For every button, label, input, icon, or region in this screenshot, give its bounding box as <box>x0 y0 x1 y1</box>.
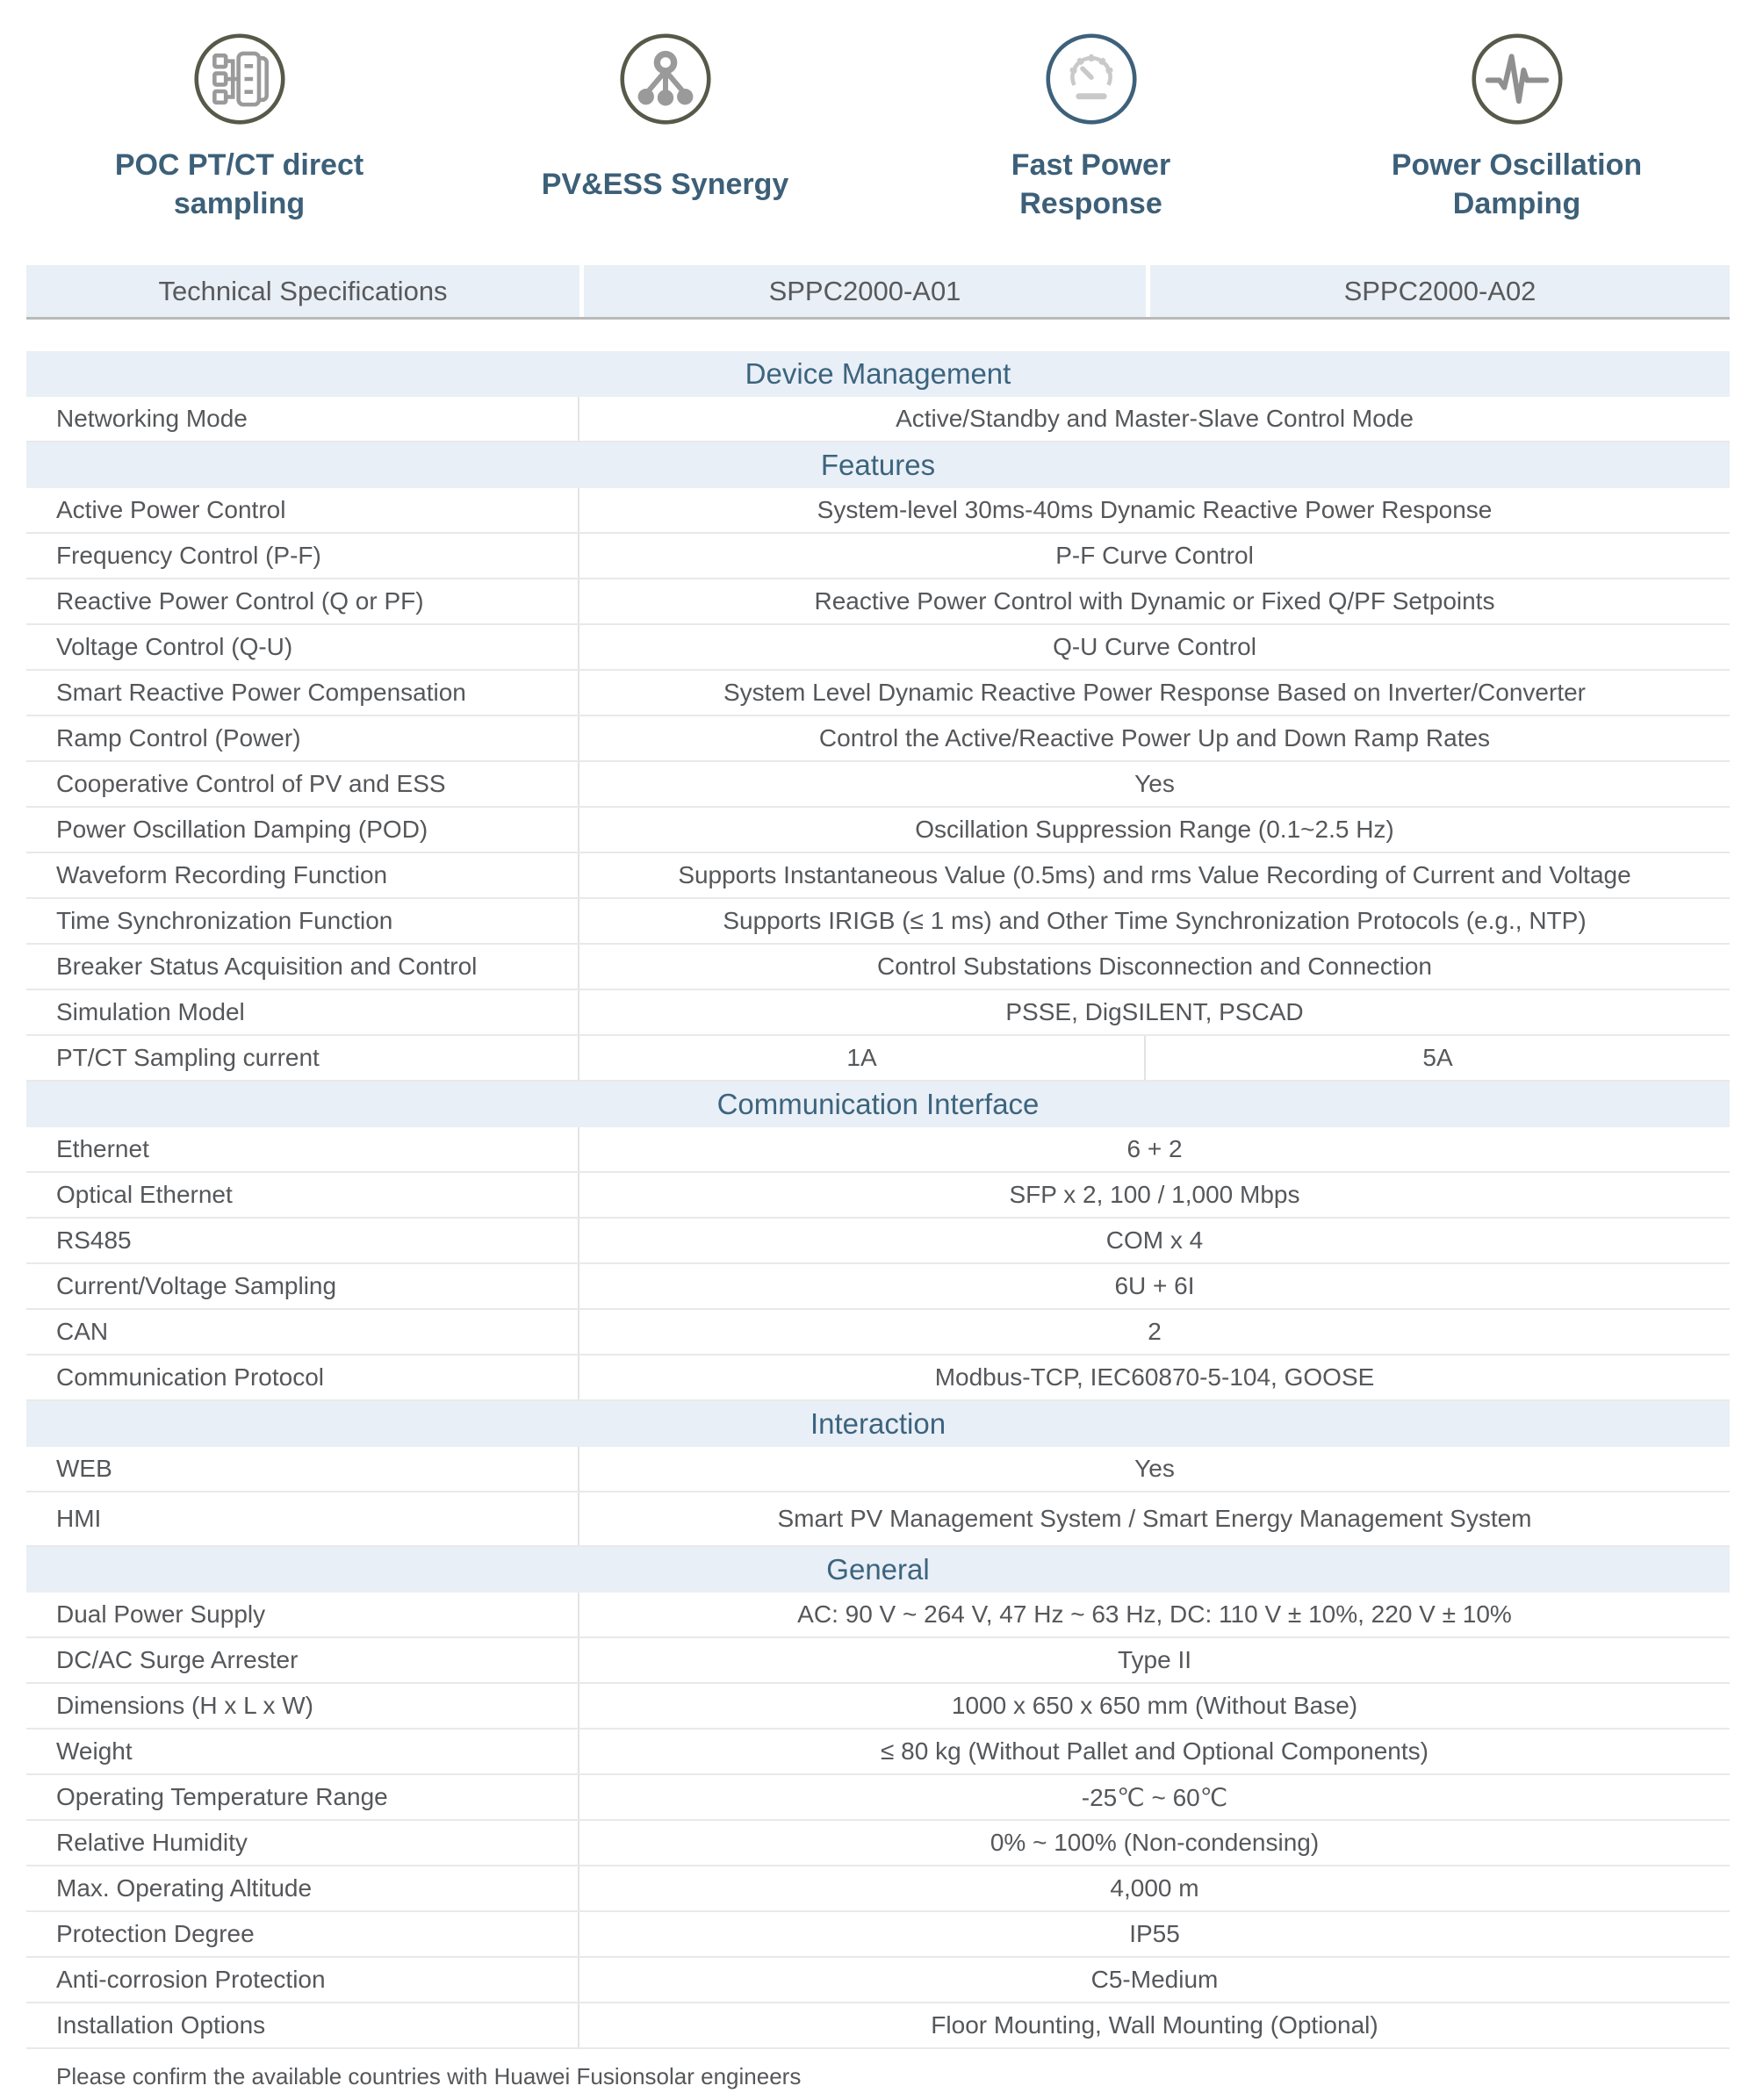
spec-row <box>26 1638 1730 1684</box>
gauge-icon <box>1043 26 1140 132</box>
table-header-model-a02: SPPC2000-A02 <box>1146 265 1730 317</box>
spec-value: Q-U Curve Control <box>1053 633 1256 660</box>
section-title: Device Management <box>26 351 1730 397</box>
spec-row <box>26 945 1730 990</box>
spec-row <box>26 990 1730 1036</box>
spec-value: Active/Standby and Master-Slave Control Mode <box>896 405 1414 432</box>
spec-label: Frequency Control (P-F) <box>26 534 579 578</box>
spec-label: WEB <box>26 1447 579 1491</box>
spec-label: Optical Ethernet <box>26 1173 579 1217</box>
section-title: Features <box>26 442 1730 488</box>
spec-row <box>26 625 1730 671</box>
spec-table <box>26 265 1730 2049</box>
spec-value: Supports Instantaneous Value (0.5ms) and rms Value Recording of Current and Voltage <box>678 861 1631 888</box>
spec-label: Dimensions (H x L x W) <box>26 1684 579 1728</box>
spec-value: 4,000 m <box>1110 1874 1199 1902</box>
spec-value: Type II <box>1117 1646 1192 1673</box>
spec-value: -25℃ ~ 60℃ <box>1081 1783 1228 1811</box>
spec-row <box>26 1912 1730 1958</box>
spec-label: Protection Degree <box>26 1912 579 1956</box>
spec-value: Oscillation Suppression Range (0.1~2.5 Hz) <box>915 816 1394 843</box>
spec-label: Dual Power Supply <box>26 1593 579 1636</box>
spec-value: Control the Active/Reactive Power Up and Down Ramp Rates <box>818 724 1491 752</box>
spec-row <box>26 1684 1730 1730</box>
spec-label: Waveform Recording Function <box>26 853 579 897</box>
spec-row <box>26 1264 1730 1310</box>
feature-fast-power-response <box>878 26 1304 230</box>
table-header-specifications: Technical Specifications <box>158 275 448 306</box>
spec-label: Anti-corrosion Protection <box>26 1958 579 2002</box>
spec-value: P-F Curve Control <box>1055 542 1254 569</box>
spec-row <box>26 762 1730 808</box>
section-title: Communication Interface <box>26 1082 1730 1127</box>
spec-value: ≤ 80 kg (Without Pallet and Optional Components) <box>881 1737 1429 1765</box>
spec-label: PT/CT Sampling current <box>26 1036 579 1080</box>
spec-label: Installation Options <box>26 2003 579 2047</box>
spec-value: Yes <box>1134 1455 1175 1482</box>
feature-power-oscillation-damping <box>1304 26 1730 230</box>
spec-row <box>26 1173 1730 1219</box>
spec-row <box>26 716 1730 762</box>
device-sampling-icon <box>191 26 288 132</box>
spec-label: HMI <box>26 1492 579 1545</box>
spec-row <box>26 1593 1730 1638</box>
spec-row <box>26 899 1730 945</box>
spec-label: Max. Operating Altitude <box>26 1866 579 1910</box>
spec-label: Simulation Model <box>26 990 579 1034</box>
feature-banner <box>0 0 1756 230</box>
spec-value: PSSE, DigSILENT, PSCAD <box>1005 998 1304 1025</box>
spec-sections <box>26 351 1730 2049</box>
spec-row <box>26 397 1730 442</box>
spec-row <box>26 579 1730 625</box>
section-title: Interaction <box>26 1401 1730 1447</box>
spec-label: Relative Humidity <box>26 1821 579 1865</box>
feature-poc-sampling <box>26 26 452 230</box>
spec-row <box>26 1492 1730 1547</box>
spec-row <box>26 1356 1730 1401</box>
spec-value: 6 + 2 <box>1126 1135 1183 1162</box>
spec-row <box>26 1866 1730 1912</box>
spec-value: 1000 x 650 x 650 mm (Without Base) <box>951 1692 1358 1719</box>
spec-row <box>26 808 1730 853</box>
feature-label: PV&ESS Synergy <box>541 167 789 201</box>
spec-label: Breaker Status Acquisition and Control <box>26 945 579 989</box>
spec-value: Yes <box>1134 770 1175 797</box>
spec-label: Power Oscillation Damping (POD) <box>26 808 579 852</box>
spec-value: COM x 4 <box>1105 1226 1204 1254</box>
spec-value-a02: 5A <box>1422 1044 1453 1071</box>
spec-value: 6U + 6I <box>1114 1272 1195 1299</box>
spec-row <box>26 1127 1730 1173</box>
pulse-wave-icon <box>1469 26 1565 132</box>
spec-value: 2 <box>1148 1318 1162 1345</box>
spec-row <box>26 1219 1730 1264</box>
footnote: Please confirm the available countries with Huawei Fusionsolar engineers <box>56 2063 802 2089</box>
spec-row <box>26 534 1730 579</box>
spec-value-a01: 1A <box>579 1036 1146 1080</box>
spec-row <box>26 488 1730 534</box>
spec-label: Active Power Control <box>26 488 579 532</box>
spec-label: Smart Reactive Power Compensation <box>26 671 579 715</box>
spec-label: Networking Mode <box>26 397 579 441</box>
spec-value: Reactive Power Control with Dynamic or Fixed Q/PF Setpoints <box>814 587 1495 615</box>
spec-label: Reactive Power Control (Q or PF) <box>26 579 579 623</box>
spec-label: Ethernet <box>26 1127 579 1171</box>
spec-label: Time Synchronization Function <box>26 899 579 943</box>
spec-label: Current/Voltage Sampling <box>26 1264 579 1308</box>
table-header-model-a01: SPPC2000-A01 <box>579 265 1146 317</box>
spec-row <box>26 2003 1730 2049</box>
spec-value: 0% ~ 100% (Non-condensing) <box>990 1829 1320 1856</box>
spec-label: RS485 <box>26 1219 579 1262</box>
spec-value: Supports IRIGB (≤ 1 ms) and Other Time Synchronization Protocols (e.g., NTP) <box>723 907 1587 934</box>
spec-row <box>26 1958 1730 2003</box>
spec-row <box>26 1730 1730 1775</box>
spec-label: Cooperative Control of PV and ESS <box>26 762 579 806</box>
spec-value: Control Substations Disconnection and Connection <box>877 953 1432 980</box>
spec-row <box>26 1821 1730 1866</box>
feature-label: Power Oscillation Damping <box>1391 147 1643 220</box>
spec-value: System Level Dynamic Reactive Power Response Based on Inverter/Converter <box>723 679 1586 706</box>
spec-label: Communication Protocol <box>26 1356 579 1399</box>
spec-row <box>26 1775 1730 1821</box>
spec-value: AC: 90 V ~ 264 V, 47 Hz ~ 63 Hz, DC: 110 V ± 10%, 220 V ± 10% <box>797 1600 1512 1628</box>
spec-row <box>26 1310 1730 1356</box>
spec-row <box>26 1036 1730 1082</box>
network-synergy-icon <box>617 26 714 132</box>
spec-value: System-level 30ms-40ms Dynamic Reactive Power Response <box>817 496 1493 523</box>
spec-row <box>26 671 1730 716</box>
spec-label: Weight <box>26 1730 579 1773</box>
spec-label: DC/AC Surge Arrester <box>26 1638 579 1682</box>
spec-row <box>26 853 1730 899</box>
spec-value: C5-Medium <box>1090 1966 1219 1993</box>
spec-value: Smart PV Management System / Smart Energy Management System <box>777 1505 1532 1532</box>
feature-pv-ess-synergy <box>452 26 878 230</box>
spec-label: Voltage Control (Q-U) <box>26 625 579 669</box>
feature-label: POC PT/CT direct sampling <box>114 147 364 220</box>
table-header-row <box>26 265 1730 320</box>
spec-value: Modbus-TCP, IEC60870-5-104, GOOSE <box>934 1363 1375 1391</box>
spec-label: CAN <box>26 1310 579 1354</box>
spec-label: Ramp Control (Power) <box>26 716 579 760</box>
feature-label: Fast Power Response <box>1011 147 1171 220</box>
spec-label: Operating Temperature Range <box>26 1775 579 1819</box>
spec-value: SFP x 2, 100 / 1,000 Mbps <box>1009 1181 1300 1208</box>
spec-row <box>26 1447 1730 1492</box>
section-title: General <box>26 1547 1730 1593</box>
spec-value: IP55 <box>1129 1920 1180 1947</box>
spec-value: Floor Mounting, Wall Mounting (Optional) <box>931 2011 1378 2039</box>
